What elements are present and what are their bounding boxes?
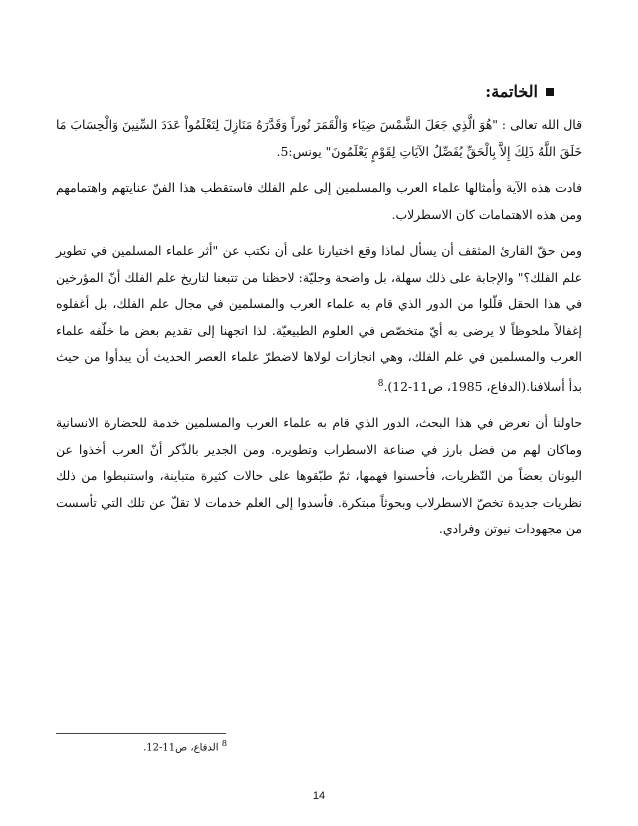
- paragraph-astrolabe-interest: [56, 175, 582, 228]
- paragraph-conclusion: [56, 410, 582, 543]
- section-heading: [485, 82, 554, 101]
- paragraph-quran-verse: [56, 112, 582, 165]
- paragraph-text: حاولنا أن نعرض في هذا البحث، الدور الذي قام به علماء العرب والمسلمين خدمة للحضارة الانسانية وماكان لهم من فضل بارز في صناعة الاسطراب وتطويره. ومن الجدير بالذّكر أنّ العرب أخذوا عن اليونان بعضاً من النّظريات، فأحسنوا فهمها، ثمّ طبّقوها على حالات كثيرة متباينة، واستنبطوا من ذلك نظريات جديدة تخصّ الاسطرلاب وبحوثاً مبتكرة. فأسدوا إلى العلم خدمات لا تقلّ عن تلك التي تأسست من مجهودات نيوتن وفرادي.: [56, 415, 582, 537]
- paragraph-text: ومن حقّ القارئ المثقف أن يسأل لماذا وقع اختيارنا على أن نكتب عن "أثر علماء المسلمين في تطوير علم الفلك؟" والإجابة على ذلك سهلة، بل واضحة وجليّة: لاحظنا من تتبعنا لتاريخ علم الفلك أنّ المؤرخين في هذا الحقل قلّلوا من الدور الذي قام به علماء العرب والمسلمين في مجال علم الفلك، بل أغفلوه إغفالاً ملحوظاً لا يرضى به أيّ متخصّص في العلوم الطبيعيّة. لذا اتجهنا إلى تقديم بعض ما خلّفه علماء العرب والمسلمين في علم الفلك، وهي انجازات لولاها لاضطرّ علماء العصر الحديث أن يبدأوا من حيث بدأ أسلافنا.(الدفاع، 1985، ص11-12).: [56, 243, 582, 394]
- footnote: [143, 738, 227, 753]
- paragraph-research-reason: [56, 238, 582, 400]
- heading-title: الخاتمة:: [485, 82, 538, 101]
- footnote-number: 8: [221, 738, 227, 748]
- paragraph-text: قال الله تعالى : "هُوَ الَّذِي جَعَلَ الشَّمْسَ ضِيَاء وَالْقَمَرَ نُوراً وَقَدَّرَهُ مَنَازِلَ لِتَعْلَمُواْ عَدَدَ السِّنِينَ وَالْحِسَابَ مَا خَلَقَ اللَّهُ ذَلِكَ إِلاَّ بِالْحَقِّ يُفَصِّلُ الآيَاتِ لِقَوْمٍ يَعْلَمُونَ" يونس:5.: [56, 117, 582, 159]
- paragraph-text: فادت هذه الآية وأمثالها علماء العرب والمسلمين إلى علم الفلك فاستقطب هذا الفنّ عنايتهم واهتمامهم ومن هذه الاهتمامات كان الاسطرلاب.: [56, 180, 582, 222]
- footnote-divider: [56, 733, 226, 734]
- footnote-reference[interactable]: 8: [377, 378, 384, 389]
- footnote-text: الدفاع، ص11-12.: [143, 742, 219, 754]
- square-bullet-icon: [546, 88, 554, 96]
- page-number: 14: [312, 790, 326, 802]
- body-text: [56, 112, 582, 553]
